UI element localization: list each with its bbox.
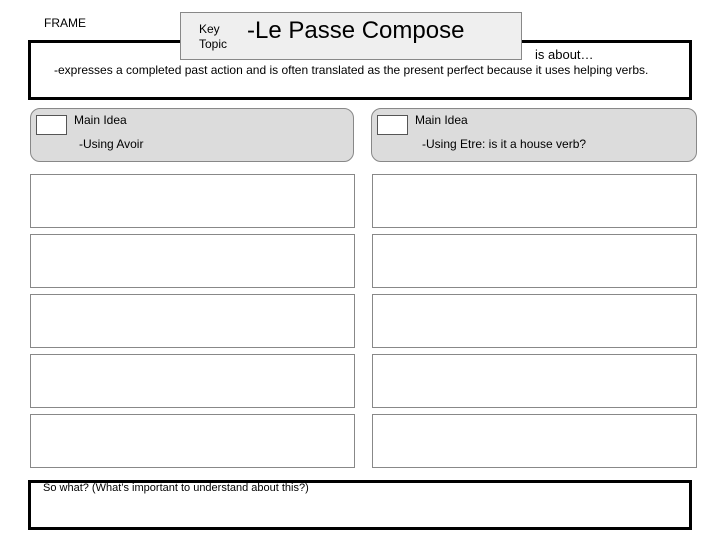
main-idea-right-title: Main Idea — [415, 113, 468, 127]
main-idea-left-blank[interactable] — [36, 115, 67, 135]
detail-box-right-2[interactable] — [372, 234, 697, 288]
detail-box-left-2[interactable] — [30, 234, 355, 288]
topic-description: -expresses a completed past action and is often translated as the present perfect because it uses helping verbs. — [54, 63, 649, 77]
key-label-line2: Topic — [199, 37, 228, 51]
detail-box-left-1[interactable] — [30, 174, 355, 228]
detail-box-left-4[interactable] — [30, 354, 355, 408]
frame-label: FRAME — [44, 16, 86, 30]
main-idea-left-detail: -Using Avoir — [79, 137, 144, 151]
key-topic-box — [180, 12, 522, 60]
main-idea-right — [371, 108, 697, 162]
key-topic-label — [199, 22, 227, 52]
detail-box-right-5[interactable] — [372, 414, 697, 468]
main-idea-right-detail: -Using Etre: is it a house verb? — [422, 137, 587, 151]
main-idea-left — [30, 108, 354, 162]
detail-box-right-3[interactable] — [372, 294, 697, 348]
so-what-box[interactable] — [28, 480, 692, 530]
detail-box-right-4[interactable] — [372, 354, 697, 408]
key-topic-title: -Le Passe Compose — [247, 17, 465, 44]
key-label-line1: Key — [199, 22, 220, 36]
detail-box-right-1[interactable] — [372, 174, 697, 228]
detail-box-left-3[interactable] — [30, 294, 355, 348]
main-idea-right-blank[interactable] — [377, 115, 408, 135]
main-idea-left-title: Main Idea — [74, 113, 127, 127]
so-what-label: So what? (What’s important to understand about this?) — [43, 482, 309, 494]
detail-box-left-5[interactable] — [30, 414, 355, 468]
is-about-label: is about… — [535, 47, 594, 62]
